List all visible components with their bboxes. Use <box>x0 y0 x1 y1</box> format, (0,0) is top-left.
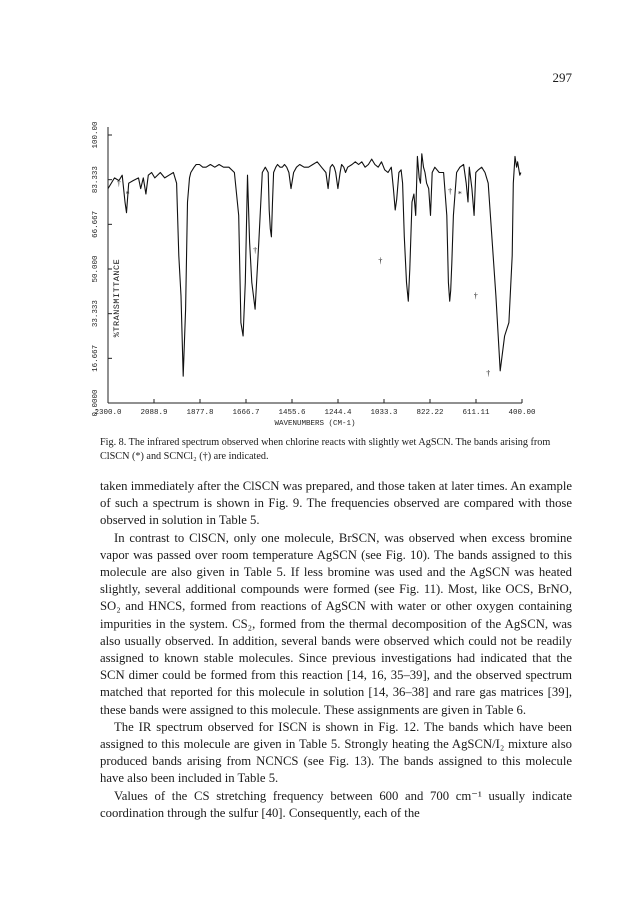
spectrum-trace <box>108 154 521 379</box>
x-tick-label: 611.11 <box>462 409 490 417</box>
y-tick-label: 33.333 <box>92 300 100 328</box>
x-tick-label: 1033.3 <box>370 409 398 417</box>
y-tick-label: 50.000 <box>92 255 100 283</box>
y-tick-label: 100.00 <box>92 121 100 149</box>
band-marker: * <box>457 189 462 199</box>
x-tick-label: 400.00 <box>508 409 536 417</box>
paragraph: The IR spectrum observed for ISCN is shown in Fig. 12. The bands which have been assigned to this molecule are given in Table 5. Strongly heating the AgSCN/I₂ mixture also produced bands arising from NCNCS (see Fig. 13). The bands assigned to this molecule have also been included in Table 5. <box>100 719 572 786</box>
y-axis-label: %TRANSMITTANCE <box>112 258 123 338</box>
paragraph: taken immediately after the ClSCN was prepared, and those taken at later times. An example of such a spectrum is shown in Fig. 9. The frequencies observed are compared with those observed in solution in Table 5. <box>100 479 572 528</box>
band-marker: † <box>448 186 453 196</box>
band-marker: * <box>125 189 130 199</box>
x-tick-label: 822.22 <box>416 409 444 417</box>
x-tick-label: 2088.9 <box>140 409 168 417</box>
band-marker: † <box>486 369 491 379</box>
paragraph: In contrast to ClSCN, only one molecule, BrSCN, was observed when excess bromine vapor was passed over room temperature AgSCN (see Fig. 10). The bands assigned to this molecule are also given in Table 5. If less bromine was used and the AgSCN was heated slightly, several additional compounds were formed (see Fig. 11). Most, like OCS, BrNO, SO₂ and HNCS, formed from reactions of AgSCN with water or other oxygen containing impurities in the system. CS₂, formed from the thermal decomposition of the AgSCN, was also usually observed. In addition, several bands were observed which could not be readily assigned to known stable molecules. Since previous investigations had indicated that the SCN dimer could be formed from this reaction [14, 16, 35–39], and the observed spectrum matched that reported for this molecule in solution [14, 36–38] and rare gas matrices [39], these bands were assigned to this molecule. These assignments are given in Table 6. <box>100 530 572 717</box>
band-marker: † <box>116 178 121 188</box>
y-tick-label: 0.0000 <box>92 389 100 417</box>
x-tick-label: 1455.6 <box>278 409 306 417</box>
band-marker: † <box>378 256 383 266</box>
y-tick-label: 83.333 <box>92 166 100 194</box>
x-tick-label: 1244.4 <box>324 409 352 417</box>
x-tick-label: 1877.8 <box>186 409 214 417</box>
band-marker: † <box>253 245 258 255</box>
x-tick-label: 1666.7 <box>232 409 260 417</box>
body-text <box>100 478 572 822</box>
x-axis-label: WAVENUMBERS (CM-1) <box>274 420 356 428</box>
y-tick-label: 16.667 <box>92 344 100 372</box>
page-number: 297 <box>552 70 572 85</box>
band-marker: † <box>473 291 478 301</box>
x-tick-label: 2300.0 <box>94 409 122 417</box>
figure-caption: Fig. 8. The infrared spectrum observed when chlorine reacts with slightly wet AgSCN. The bands arising from ClSCN (*) and SCNCl₂ (†) are indicated. <box>100 437 551 462</box>
paragraph: Values of the CS stretching frequency between 600 and 700 cm⁻¹ usually indicate coordination through the sulfur [40]. Consequently, each of the <box>100 788 572 820</box>
y-tick-label: 66.667 <box>92 210 100 238</box>
